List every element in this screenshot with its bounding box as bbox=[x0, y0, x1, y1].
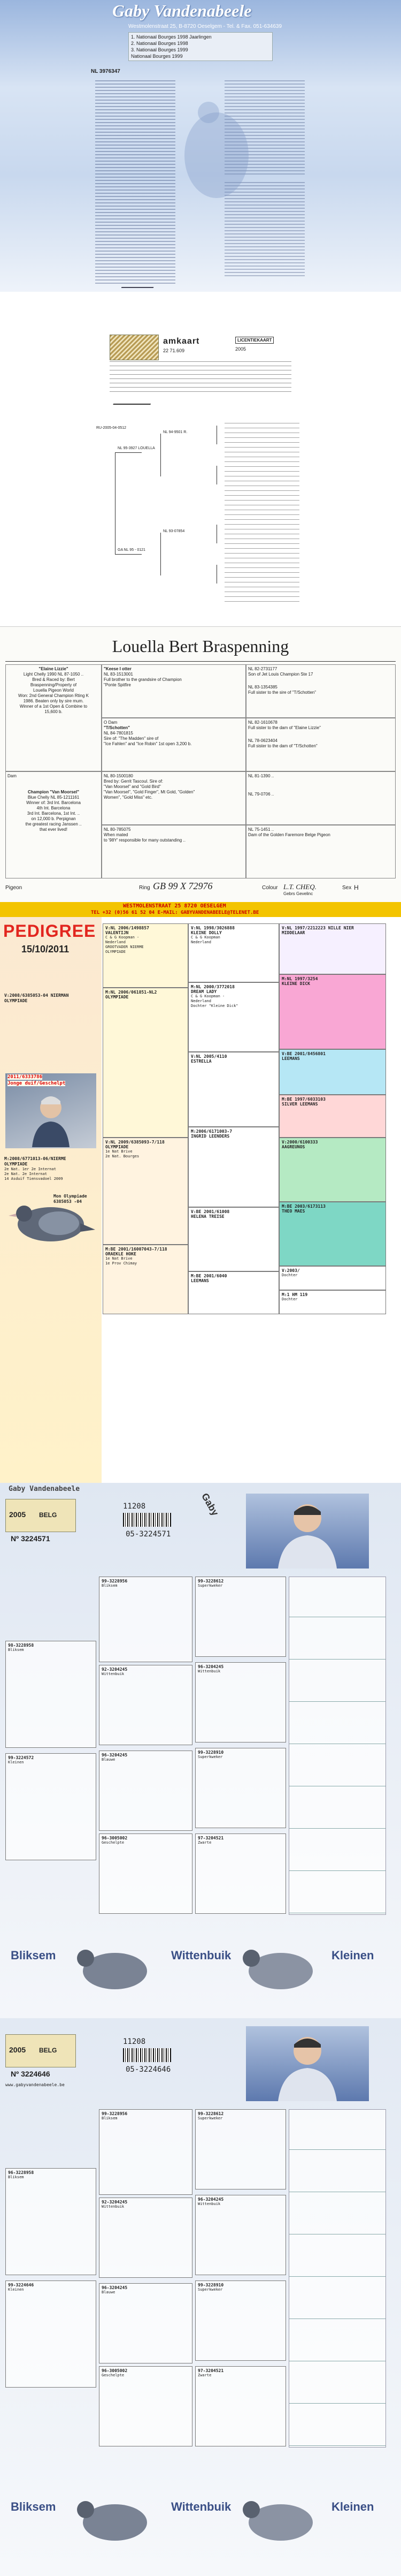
bottom-line: 14 Asduif Tiensvadoel 2009 bbox=[4, 1177, 63, 1181]
pigeon-icon bbox=[70, 2489, 155, 2548]
pedigree-cell bbox=[99, 2366, 192, 2446]
pedigree-cell bbox=[99, 2198, 192, 2278]
cell-name: Bliksem bbox=[102, 2116, 118, 2120]
dam-grandsire-cell bbox=[246, 771, 396, 825]
pedigree-cell bbox=[188, 1207, 279, 1271]
cell-name: AAGREUNOS bbox=[282, 1145, 305, 1149]
cell-name: Wittenbuik bbox=[102, 2204, 125, 2209]
cell-name: Dochter bbox=[282, 1297, 298, 1301]
cell-ring: M:BE 2001/16007043-7/118 bbox=[105, 1247, 167, 1252]
cell-line: 1e Nat Brive bbox=[105, 1256, 133, 1261]
pigeon-icon bbox=[70, 1938, 155, 1997]
sire-line: Full brother to the grandsire of Champion bbox=[104, 677, 182, 682]
cell-line: NL 75-1451 .. bbox=[248, 827, 274, 832]
section-bracket-pedigree bbox=[0, 415, 401, 626]
pigeon-name: Wittenbuik bbox=[171, 1949, 232, 1962]
cell-line: "Van Moorsel", "Gold Finger", Mt Gold, "Golden" bbox=[104, 790, 195, 794]
subject-line: Braspenning/Property of bbox=[30, 683, 77, 687]
cell-name: KLEINE DOLLY bbox=[191, 930, 222, 935]
subject-line: Winner of a 1st Open & Combine to bbox=[19, 704, 88, 709]
pedigree-cell bbox=[195, 2109, 286, 2189]
cell-name: Wittenbuik bbox=[198, 2202, 221, 2206]
dam-line: on 12,000 b. Perpignan bbox=[31, 816, 76, 821]
card-code: BELG bbox=[39, 2047, 57, 2054]
cell-name: Bliksem bbox=[102, 1584, 118, 1588]
year-code: 11208 bbox=[123, 1502, 146, 1511]
cell-line: NL 80-1500180 bbox=[104, 774, 133, 778]
licence-card bbox=[5, 2034, 76, 2067]
pigeon-name: Kleinen bbox=[331, 1949, 374, 1962]
sire-dam-cell bbox=[102, 718, 246, 771]
bottom-pigeon-row bbox=[0, 2479, 401, 2570]
licence-card-year: 2005 bbox=[235, 346, 246, 352]
main-ring: V:2008/6385053-04 NIERMAN bbox=[4, 993, 69, 998]
pigeon-name: Bliksem bbox=[11, 2500, 56, 2513]
cell-ring: V:NL 2005/4110 bbox=[191, 1054, 227, 1059]
pedigree-sire: NL 95-3927 LOUELLA bbox=[118, 446, 155, 450]
cell-ring: V:NL 1997/2212223 NILLE NIER bbox=[282, 926, 354, 930]
pedigree-cell bbox=[99, 2109, 192, 2195]
cell-name: Geschelpte bbox=[102, 1840, 125, 1845]
cell-name: ORAEKLE HOKE bbox=[105, 1252, 136, 1256]
dam-line: Winner of: 3rd Int. Barcelona bbox=[26, 800, 81, 805]
cell-line: GROOTVADER NIERME bbox=[105, 945, 144, 949]
cell-line: 1e Prov Chimay bbox=[105, 1261, 137, 1266]
cell-name: Kleinen bbox=[8, 1760, 24, 1764]
dam-line: that ever lived! bbox=[39, 827, 68, 832]
pedigree-grid bbox=[5, 1577, 390, 1919]
cell-name: ESTRELLA bbox=[191, 1059, 212, 1064]
ring-value: GB 99 X 72976 bbox=[153, 881, 213, 891]
card-code: BELG bbox=[39, 1511, 57, 1519]
pedigree-ring: NL 3976347 bbox=[91, 69, 120, 74]
licence-form-block bbox=[110, 361, 291, 393]
cell-ring: V:NL 2006/1498857 bbox=[105, 926, 149, 930]
main-name: OLYMPIADE bbox=[4, 998, 28, 1003]
website-url: www.gabyvandenabeele.be bbox=[5, 2082, 65, 2087]
cell-ring: 92-3204245 bbox=[102, 2200, 128, 2204]
pedigree-cell bbox=[279, 1202, 386, 1266]
cell-ring: 96-3005002 bbox=[102, 2368, 128, 2373]
licence-card-title: amkaart bbox=[163, 337, 200, 346]
cell-name: Wittenbuik bbox=[102, 1672, 125, 1676]
signature bbox=[121, 278, 157, 288]
cell-line: "Van Moorsel" and "Gold Bird" bbox=[104, 784, 161, 789]
year-code: 11208 bbox=[123, 2037, 146, 2046]
result-line: 1. Nationaal Bourges 1998 Jaarlingen bbox=[131, 34, 212, 40]
bird-ring: 6385053 -04 bbox=[53, 1199, 82, 1204]
cell-ring: 99-3224572 bbox=[8, 1755, 34, 1760]
cell-line: C & G Koopman - bbox=[105, 935, 140, 940]
dam-name: Champion "Van Moorsel" bbox=[27, 790, 80, 794]
pedigree-cell bbox=[279, 923, 386, 974]
result-line: 3. Nationaal Bourges 1999 bbox=[131, 47, 188, 52]
cell-name: Bliksem bbox=[8, 2175, 24, 2179]
grandsire-line: NL 82-2731177 bbox=[248, 666, 277, 671]
sex-value: H bbox=[354, 884, 359, 891]
logo-gaby: Gaby bbox=[199, 1491, 221, 1518]
right-filler bbox=[188, 1314, 386, 1483]
cell-line: Bred by: Gerrit Tascoul. Sire of: bbox=[104, 779, 164, 784]
sire-cell bbox=[102, 664, 246, 718]
cell-ring: M:NL 1997/3254 bbox=[282, 976, 318, 981]
section-licence-card bbox=[0, 292, 401, 415]
pedigree-cell bbox=[195, 1833, 286, 1914]
pedigree-cell bbox=[103, 923, 188, 988]
dam-dam-cell bbox=[102, 825, 246, 878]
cell-name: Superkweker bbox=[198, 2116, 223, 2120]
bracket-line bbox=[160, 434, 161, 476]
pedigree-cell bbox=[195, 2280, 286, 2361]
cell-name: Zwarte bbox=[198, 1840, 212, 1845]
bottom-pigeon-row bbox=[0, 1933, 401, 2018]
louella-title: Louella Bert Braspenning bbox=[112, 637, 289, 656]
mid-filler bbox=[103, 1314, 188, 1483]
sire-name: "Keese I otter bbox=[104, 666, 132, 671]
pedigree-cell bbox=[279, 1138, 386, 1202]
cell-name: Bliksem bbox=[8, 1648, 24, 1652]
cell-ring: M:2006/6171003-7 bbox=[191, 1129, 233, 1134]
photo-label: 2011/6333786 bbox=[7, 1074, 43, 1080]
cell-name: LEEMANS bbox=[282, 1056, 300, 1061]
pedigree-granddam: NL 93-07854 bbox=[163, 529, 185, 533]
cell-line: NL 78-0623404 bbox=[248, 738, 277, 743]
bracket-line bbox=[160, 533, 161, 575]
cell-name: Superkweker bbox=[198, 1584, 223, 1588]
person-icon bbox=[278, 1497, 337, 1569]
pigeon-watermark-icon bbox=[166, 91, 262, 209]
sex-label: Sex bbox=[342, 885, 352, 891]
cell-name: Superkweker bbox=[198, 1755, 223, 1759]
cell-line: Sire of: "The Madden" sire of bbox=[104, 736, 159, 741]
portrait-photo bbox=[246, 2026, 369, 2101]
cell-name: OLYMPIADE bbox=[105, 1145, 129, 1149]
cell-line: Nederland bbox=[191, 999, 211, 1003]
cell-ring: 96-3204245 bbox=[102, 1753, 128, 1757]
subject-line: Bred & Raced by: Bert bbox=[32, 677, 75, 682]
section-louella-pedigree bbox=[0, 626, 401, 903]
cell-line: C & G Koopman bbox=[191, 935, 220, 940]
sire-line: "Ponte Spitfire bbox=[104, 683, 131, 687]
pedigree-header-bar bbox=[0, 902, 401, 917]
cell-name: Dochter bbox=[282, 1273, 298, 1277]
bottom-line: 2e Nat. 2e Internat bbox=[4, 1172, 48, 1176]
cell-ring: 99-3228910 bbox=[198, 2283, 224, 2287]
cell-ring: 97-3204521 bbox=[198, 1836, 224, 1840]
signature bbox=[113, 396, 154, 405]
barcode-icon bbox=[123, 2048, 171, 2062]
stamp-badge bbox=[110, 335, 159, 360]
cell-ring: V:NL 2009/6385093-7/118 bbox=[105, 1140, 165, 1145]
cell-name: HELENA TREISE bbox=[191, 1214, 225, 1219]
cell-line: Women", "Gold Miss" etc. bbox=[104, 795, 153, 800]
cell-name: Superkweker bbox=[198, 2287, 223, 2292]
cell-ring: 99-3228612 bbox=[198, 2111, 224, 2116]
cell-name: THEO MAES bbox=[282, 1209, 305, 1214]
pedigree-ancestor-block bbox=[225, 423, 299, 605]
dam-line: 3rd Int. Barcelona, 1st Int. .. bbox=[27, 811, 80, 816]
ring-code: 05-3224646 bbox=[126, 2065, 171, 2074]
section-vandenabeele-certificate bbox=[0, 0, 401, 292]
cell-line: 2e Nat. Bourges bbox=[105, 1154, 140, 1158]
grandsire-line: NL 83-1354385 bbox=[248, 685, 277, 690]
pedigree-cell bbox=[5, 1641, 96, 1748]
results-block bbox=[128, 32, 273, 61]
dam-sire-cell bbox=[102, 771, 246, 825]
subject-name: "Elaine Lizzie" bbox=[38, 666, 68, 671]
cell-ring: 96-3005002 bbox=[102, 1836, 128, 1840]
pigeon-icon bbox=[235, 2489, 321, 2548]
pedigree-cell bbox=[195, 2366, 286, 2446]
cell-line: Nederland bbox=[191, 940, 211, 944]
section-gaby-card-1 bbox=[0, 1483, 401, 2018]
cell-ring: V:2003/ bbox=[282, 1268, 300, 1273]
cell-ring: M:NL 2000/3772018 bbox=[191, 984, 235, 989]
pedigree-cell bbox=[188, 982, 279, 1052]
cell-ring: 92-3204245 bbox=[102, 1667, 128, 1672]
pigeon-name: Wittenbuik bbox=[171, 2500, 232, 2513]
bracket-line bbox=[115, 452, 142, 453]
pedigree-cell bbox=[99, 2283, 192, 2363]
cell-ring: M:BE 1997/6033103 bbox=[282, 1097, 326, 1102]
certificate-subtitle: Westmolenstraat 25, B-8720 Oeselgem - Tel. & Fax. 051-634639 bbox=[128, 24, 282, 29]
pedigree-root: RU-2005-04-0512 bbox=[96, 426, 127, 430]
granddam-cell bbox=[246, 718, 396, 771]
ring-label: Ring bbox=[139, 885, 150, 891]
licence-card-number: 22 71.609 bbox=[163, 348, 185, 353]
pedigree-cell bbox=[188, 1127, 279, 1207]
cell-line: Full sister to the dam of "Elaine Lizzie" bbox=[248, 725, 321, 730]
cell-ring: 99-3228956 bbox=[102, 1579, 128, 1584]
pigeon-name: Bliksem bbox=[11, 1949, 56, 1962]
cell-line: NL 82-1610678 bbox=[248, 720, 277, 725]
barcode-icon bbox=[123, 1513, 171, 1527]
pedigree-cell bbox=[99, 1833, 192, 1914]
pigeon-icon bbox=[235, 1938, 321, 1997]
footer-row bbox=[5, 881, 396, 897]
cell-ring: V:BE 2001/61008 bbox=[191, 1209, 230, 1214]
dam-cell bbox=[5, 771, 102, 878]
grandsire-cell bbox=[246, 664, 396, 718]
cell-line: OLYMPIADE bbox=[105, 950, 126, 954]
ancestor-column bbox=[289, 1577, 386, 1915]
pedigree-grid bbox=[5, 2109, 390, 2457]
pedigree-cell bbox=[279, 1290, 386, 1314]
licence-card-subtitle: LICENTIEKAART bbox=[235, 337, 274, 344]
dam-line: Blue Chelly NL 85-1211161 bbox=[27, 795, 80, 800]
licence-card bbox=[5, 1499, 76, 1532]
cell-line: Full sister to the dam of "T/Schotten" bbox=[248, 744, 318, 748]
breeder-name: Gebrs Gevelinc bbox=[283, 891, 313, 896]
cell-head: Dam bbox=[7, 774, 17, 778]
cell-ring: 98-3228958 bbox=[8, 1643, 34, 1648]
colour-value: L.T. CHEQ. bbox=[283, 883, 317, 891]
pedigree-date: 15/10/2011 bbox=[21, 944, 70, 954]
cell-line: NL 79-0706 .. bbox=[248, 792, 274, 797]
ring-number: Nº 3224571 bbox=[11, 1534, 50, 1543]
cell-ring: 99-3228910 bbox=[198, 1750, 224, 1755]
ancestor-column bbox=[289, 2109, 386, 2448]
cell-name: LEEMANS bbox=[191, 1278, 209, 1283]
pedigree-cell bbox=[99, 1665, 192, 1745]
grandsire-line: Son of Jet Louis Champion Ste 17 bbox=[248, 672, 313, 677]
cell-ring: 97-3204521 bbox=[198, 2368, 224, 2373]
subject-line: Won: 2nd General Champion Rting K bbox=[18, 693, 89, 698]
header-contact: TEL +32 (0)56 61 52 04 E-MAIL: GABYVANDENABEELE@TELENET.BE bbox=[91, 910, 259, 915]
ring-code: 05-3224571 bbox=[126, 1530, 171, 1539]
dam-granddam-cell bbox=[246, 825, 396, 878]
cell-line: "T/Schotten" bbox=[104, 725, 130, 730]
brand-name: Gaby Vandenabeele bbox=[9, 1485, 80, 1493]
cell-line: When mated bbox=[104, 832, 128, 837]
cell-line: Nederland bbox=[105, 940, 126, 944]
pedigree-cell bbox=[188, 923, 279, 982]
dam-line: 4th Int. Barcelona bbox=[36, 806, 71, 810]
result-line: Nationaal Bourges 1999 bbox=[131, 54, 183, 59]
cell-line: "Ice Fahlen" and "Ice Robin" 1st open 3,200 b. bbox=[104, 741, 192, 746]
bottom-ring: M:2008/6771013-06/NIERME bbox=[4, 1156, 66, 1161]
cell-ring: V:2000/6100333 bbox=[282, 1140, 318, 1145]
bird-label: Mon Olympiade bbox=[53, 1194, 87, 1199]
pedigree-dam: GA NL 95 - 0121 bbox=[118, 548, 145, 552]
cell-name: SILVER LEEMANS bbox=[282, 1102, 318, 1107]
cell-name: KLEINE DICK bbox=[282, 981, 310, 986]
pedigree-cell bbox=[103, 1245, 188, 1314]
cell-ring: M:NL 2006/061851-NL2 bbox=[105, 990, 157, 995]
pedigree-cell bbox=[279, 974, 386, 1049]
pedigree-cell bbox=[188, 1271, 279, 1314]
photo-label-2: Jonge duif/Geschelpt bbox=[7, 1081, 66, 1086]
pedigree-cell bbox=[195, 1662, 286, 1742]
pedigree-subject-cell bbox=[5, 664, 102, 771]
cell-line: C & G Koopman - bbox=[191, 994, 225, 998]
cell-line: Dochter "Kleine Dick" bbox=[191, 1004, 238, 1008]
cell-name: VALENTIJN bbox=[105, 930, 129, 935]
cell-name: Blauwe bbox=[102, 1757, 115, 1762]
pedigree-cell bbox=[188, 1052, 279, 1127]
cell-ring: 96-3204245 bbox=[198, 2197, 224, 2202]
cell-line: 1e Nat Brive bbox=[105, 1149, 133, 1154]
card-year: 2005 bbox=[9, 1510, 26, 1519]
cell-name: DREAM LADY bbox=[191, 989, 217, 994]
cell-name: INGRID LEENDERS bbox=[191, 1134, 230, 1139]
breeder-photo bbox=[5, 1073, 96, 1148]
section-gaby-card-2 bbox=[0, 2018, 401, 2576]
cell-ring: 99-3224646 bbox=[8, 2283, 34, 2287]
cell-line: to '98Y' responsible for many outstanding .. bbox=[104, 838, 186, 843]
text-block bbox=[95, 80, 175, 284]
pedigree-cell bbox=[99, 1751, 192, 1831]
cell-head: O Dam bbox=[104, 720, 118, 725]
grandsire-line: Full sister to the sire of "T/Schotten" bbox=[248, 690, 317, 695]
pedigree-cell bbox=[195, 1577, 286, 1657]
pigeon-icon bbox=[5, 1191, 96, 1250]
sire-line: NL 83-1513001 bbox=[104, 672, 133, 677]
certificate-title: Gaby Vandenabeele bbox=[112, 1, 252, 20]
portrait-photo bbox=[246, 1494, 369, 1569]
bottom-line: 2e Nat. 1er 2e Internat bbox=[4, 1167, 56, 1171]
pedigree-cell bbox=[279, 1049, 386, 1095]
pigeon-label: Pigeon bbox=[5, 885, 22, 891]
pedigree-heading: PEDIGREE bbox=[3, 921, 96, 941]
cell-name: Blauwe bbox=[102, 2290, 115, 2294]
pedigree-cell bbox=[5, 1753, 96, 1860]
pedigree-cell bbox=[5, 2280, 96, 2388]
subject-line: Light Chelly 1990 NL 87-1050 .. bbox=[23, 672, 84, 677]
bracket-line bbox=[115, 554, 142, 555]
cell-line: NL 80-785075 bbox=[104, 827, 131, 832]
cell-ring: M:1 HM 119 bbox=[282, 1292, 308, 1297]
colour-label: Colour bbox=[262, 885, 278, 891]
bottom-name: OLYMPIADE bbox=[4, 1162, 28, 1166]
cell-ring: 96-3204245 bbox=[198, 1664, 224, 1669]
cell-ring: M:BE 2001/6040 bbox=[191, 1274, 227, 1278]
cell-ring: M:BE 2003/6173113 bbox=[282, 1204, 326, 1209]
person-icon bbox=[278, 2029, 337, 2101]
section-colour-pedigree bbox=[0, 902, 401, 1483]
cell-name: MIDDELAAR bbox=[282, 930, 305, 935]
cell-name: Kleinen bbox=[8, 2287, 24, 2292]
dam-line: the greatest racing Janssen .. bbox=[25, 822, 82, 827]
pedigree-cell bbox=[103, 988, 188, 1138]
pedigree-cell bbox=[103, 1138, 188, 1245]
cell-line: Dam of the Golden Faremore Belge Pigeon bbox=[248, 832, 330, 837]
cell-ring: V:BE 2001/8456801 bbox=[282, 1051, 326, 1056]
cell-name: Wittenbuik bbox=[198, 1669, 221, 1673]
cell-ring: V:NL 1998/3026888 bbox=[191, 926, 235, 930]
pedigree-cell bbox=[279, 1266, 386, 1290]
person-icon bbox=[29, 1092, 72, 1147]
cell-name: Geschelpte bbox=[102, 2373, 125, 2377]
result-line: 2. Nationaal Bourges 1998 bbox=[131, 41, 188, 46]
pedigree-grandsire: NL 94-9501 R. bbox=[163, 430, 188, 434]
card-year: 2005 bbox=[9, 2045, 26, 2054]
cell-line: NL 84-7801815 bbox=[104, 731, 133, 736]
cell-ring: 99-3228612 bbox=[198, 1579, 224, 1584]
cell-ring: 96-3228958 bbox=[8, 2170, 34, 2175]
cell-line: NL 81-1390 .. bbox=[248, 774, 274, 778]
cell-ring: 96-3204245 bbox=[102, 2285, 128, 2290]
pedigree-cell bbox=[195, 2195, 286, 2275]
cell-name: OLYMPIADE bbox=[105, 995, 129, 999]
pedigree-cell bbox=[195, 1748, 286, 1828]
cell-name: Zwarte bbox=[198, 2373, 212, 2377]
ring-number: Nº 3224646 bbox=[11, 2070, 50, 2078]
subject-line: 15,600 b. bbox=[44, 709, 63, 714]
subject-line: 1986. Beaten only by sire mum. bbox=[23, 699, 84, 703]
cell-ring: 99-3228956 bbox=[102, 2111, 128, 2116]
header-address: WESTMOLENSTRAAT 25 8720 OESELGEM bbox=[123, 903, 226, 909]
pedigree-cell bbox=[5, 2168, 96, 2275]
pigeon-name: Kleinen bbox=[331, 2500, 374, 2513]
pedigree-cell bbox=[279, 1095, 386, 1138]
title-rule bbox=[5, 661, 396, 662]
pedigree-cell bbox=[99, 1577, 192, 1662]
subject-line: Louella Pigeon World bbox=[33, 688, 74, 693]
